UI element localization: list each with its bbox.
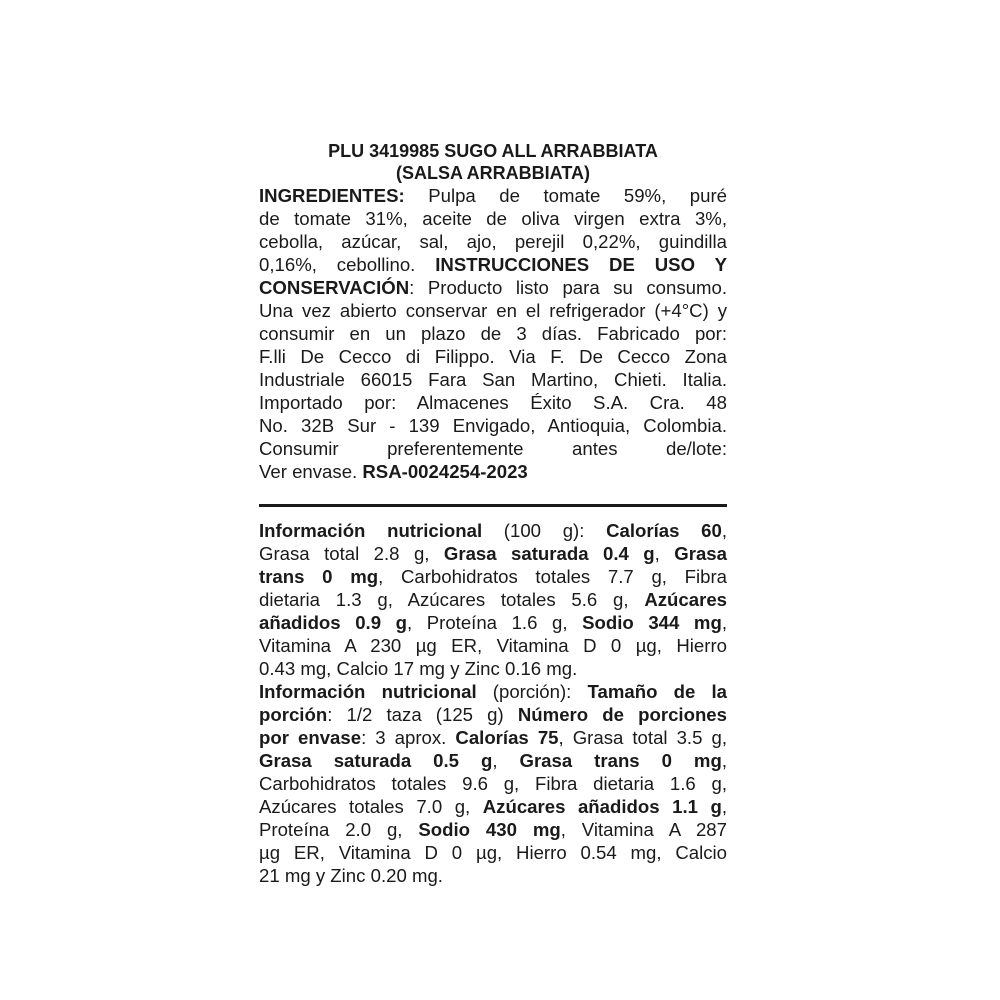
text-run: : 1/2 taza (125 g) (327, 704, 518, 725)
divider-rule (259, 504, 727, 507)
ingredients-line (259, 368, 727, 391)
text-run: Azúcares totales 7.0 g, (259, 796, 483, 817)
text-run: dietaria 1.3 g, Azúcares totales 5.6 g, (259, 589, 645, 610)
ingredients-line (259, 207, 727, 230)
bold-text-run: Información nutricional (259, 681, 477, 702)
text-run: Vitamina A 230 µg ER, Vitamina D 0 µg, Hierro (259, 635, 727, 656)
nutrition-line (259, 588, 727, 611)
text-run: 0,16%, cebollino. (259, 254, 436, 275)
text-run: , (721, 796, 727, 817)
text-run: : 3 aprox. (361, 727, 456, 748)
bold-text-run: Sodio 430 mg (418, 819, 561, 840)
bold-text-run: Azúcares añadidos 1.1 g (482, 796, 722, 817)
text-run: : Producto listo para su consumo. (409, 277, 727, 298)
bold-text-run: Grasa saturada 0.4 g (443, 543, 655, 564)
ingredients-line (259, 345, 727, 368)
ingredients-line (259, 437, 727, 460)
text-run: (porción): (476, 681, 588, 702)
ingredients-line (259, 230, 727, 253)
nutrition-line (259, 657, 727, 680)
text-run: (100 g): (482, 520, 607, 541)
text-run: , Proteína 1.6 g, (406, 612, 583, 633)
nutrition-line (259, 542, 727, 565)
bold-text-run: INGREDIENTES: (259, 185, 405, 206)
nutrition-line (259, 611, 727, 634)
bold-text-run: Azúcares (644, 589, 727, 610)
text-run: consumir en un plazo de 3 días. Fabricado por: (259, 323, 727, 344)
text-run: Industriale 66015 Fara San Martino, Chieti. Italia. (259, 369, 727, 390)
text-run: , (492, 750, 520, 771)
nutrition-line (259, 795, 727, 818)
text-run: F.lli De Cecco di Filippo. Via F. De Cecco Zona (259, 346, 727, 367)
nutrition-line (259, 818, 727, 841)
text-run: Consumir preferentemente antes de/lote: (259, 438, 727, 459)
text-run: , (721, 520, 727, 541)
bold-text-run: RSA-0024254-2023 (362, 461, 528, 482)
bold-text-run: por envase (259, 727, 362, 748)
product-title (259, 140, 727, 184)
nutrition-paragraph (259, 519, 727, 887)
ingredients-line (259, 414, 727, 437)
ingredients-line (259, 299, 727, 322)
bold-text-run: trans 0 mg (259, 566, 379, 587)
text-run: , Vitamina A 287 (560, 819, 727, 840)
text-run: Grasa total 2.8 g, (259, 543, 444, 564)
text-run: 0.43 mg, Calcio 17 mg y Zinc 0.16 mg. (259, 658, 578, 679)
bold-text-run: Grasa (674, 543, 727, 564)
text-run: Importado por: Almacenes Éxito S.A. Cra. 48 (259, 392, 727, 413)
nutrition-line (259, 772, 727, 795)
bold-text-run: Información nutricional (259, 520, 483, 541)
text-run: µg ER, Vitamina D 0 µg, Hierro 0.54 mg, Calcio (259, 842, 727, 863)
nutrition-line (259, 634, 727, 657)
nutrition-line (259, 680, 727, 703)
ingredients-line (259, 460, 727, 483)
text-run: cebolla, azúcar, sal, ajo, perejil 0,22%, guindilla (259, 231, 727, 252)
bold-text-run: Sodio 344 mg (582, 612, 722, 633)
ingredients-line (259, 391, 727, 414)
ingredients-line (259, 184, 727, 207)
nutrition-line (259, 864, 727, 887)
bold-text-run: Número de porciones (517, 704, 727, 725)
ingredients-line (259, 276, 727, 299)
nutrition-line (259, 749, 727, 772)
ingredients-paragraph (259, 184, 727, 483)
text-run: Una vez abierto conservar en el refrigerador (+4°C) y (259, 300, 727, 321)
text-run: , (654, 543, 675, 564)
bold-text-run: Calorías 75 (455, 727, 559, 748)
text-run: , Grasa total 3.5 g, (558, 727, 727, 748)
product-title-line-2: (SALSA ARRABBIATA) (396, 163, 590, 183)
nutrition-line (259, 519, 727, 542)
text-run: Carbohidratos totales 9.6 g, Fibra dietaria 1.6 g, (259, 773, 727, 794)
product-title-line-1: PLU 3419985 SUGO ALL ARRABBIATA (328, 141, 658, 161)
bold-text-run: añadidos 0.9 g (259, 612, 407, 633)
text-run: , (721, 612, 727, 633)
product-label (259, 140, 727, 887)
text-run: Proteína 2.0 g, (259, 819, 419, 840)
text-run: Pulpa de tomate 59%, puré (404, 185, 727, 206)
nutrition-line (259, 841, 727, 864)
nutrition-line (259, 703, 727, 726)
nutrition-line (259, 726, 727, 749)
bold-text-run: Tamaño de la (587, 681, 727, 702)
bold-text-run: CONSERVACIÓN (259, 277, 410, 298)
bold-text-run: Grasa trans 0 mg (519, 750, 722, 771)
text-run: Ver envase. (259, 461, 363, 482)
nutrition-line (259, 565, 727, 588)
bold-text-run: INSTRUCCIONES DE USO Y (435, 254, 727, 275)
ingredients-line (259, 322, 727, 345)
text-run: 21 mg y Zinc 0.20 mg. (259, 865, 443, 886)
text-run: de tomate 31%, aceite de oliva virgen extra 3%, (259, 208, 727, 229)
bold-text-run: porción (259, 704, 328, 725)
bold-text-run: Calorías 60 (606, 520, 722, 541)
ingredients-line (259, 253, 727, 276)
text-run: , Carbohidratos totales 7.7 g, Fibra (378, 566, 728, 587)
text-run: No. 32B Sur - 139 Envigado, Antioquia, Colombia. (259, 415, 727, 436)
text-run: , (721, 750, 727, 771)
bold-text-run: Grasa saturada 0.5 g (259, 750, 493, 771)
